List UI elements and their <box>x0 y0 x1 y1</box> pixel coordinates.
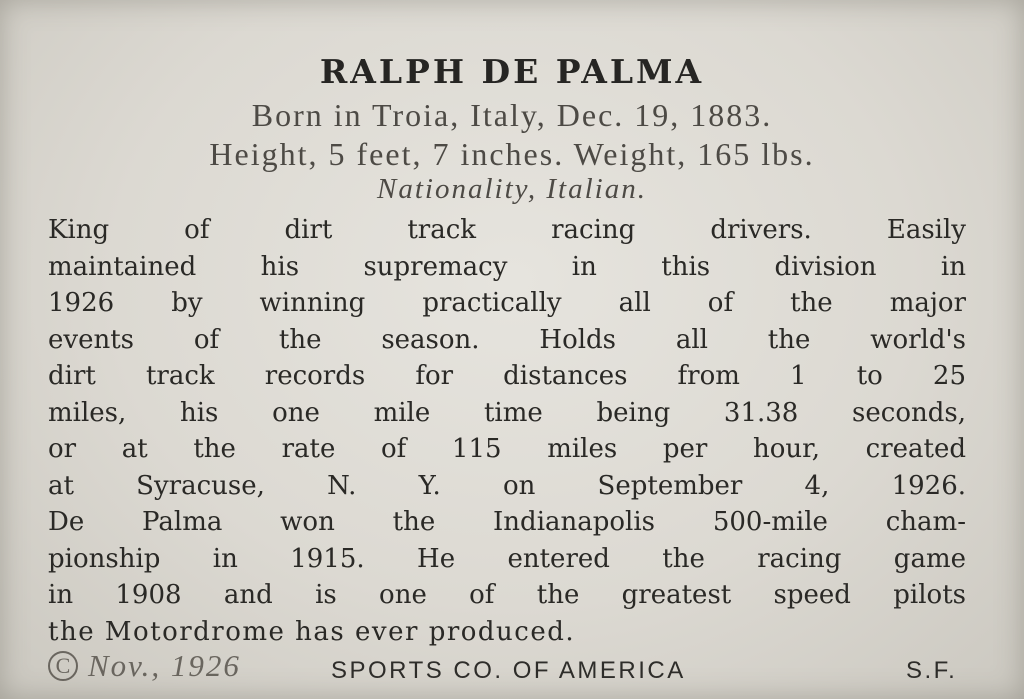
height-weight: Height, 5 feet, 7 inches. Weight, 165 lbs. <box>209 136 815 172</box>
bio-line: King of dirt track racing drivers. Easily <box>48 215 966 245</box>
birth-info: Born in Troia, Italy, Dec. 19, 1883. <box>251 97 773 133</box>
bio-line: events of the season. Holds all the world's <box>48 324 966 355</box>
bio-line: in 1908 and is one of the greatest speed pilots <box>48 580 966 610</box>
publisher-name: SPORTS CO. OF AMERICA <box>331 657 686 684</box>
bio-line: dirt track records for distances from 1 to 25 <box>48 361 966 391</box>
bio-line: miles, his one mile time being 31.38 seconds, <box>48 397 966 428</box>
nationality: Nationality, Italian. <box>377 173 647 205</box>
bio-line: pionship in 1915. He entered the racing game <box>48 543 966 574</box>
bio-line: at Syracuse, N. Y. on September 4, 1926. <box>48 470 966 501</box>
copyright-date: Nov., 1926 <box>88 648 241 683</box>
card-footer <box>48 648 968 688</box>
bio-line: 1926 by winning practically all of the major <box>48 288 966 318</box>
bio-line: or at the rate of 115 miles per hour, created <box>48 434 966 464</box>
publisher-city: S.F. <box>906 657 958 684</box>
bio-line: De Palma won the Indianapolis 500-mile cham- <box>48 507 966 537</box>
biography <box>48 212 966 650</box>
copyright-icon: C <box>48 651 78 681</box>
bio-line: maintained his supremacy in this division in <box>48 251 966 282</box>
bio-line: the Motordrome has ever produced. <box>48 616 576 647</box>
player-name: RALPH DE PALMA <box>319 52 705 91</box>
